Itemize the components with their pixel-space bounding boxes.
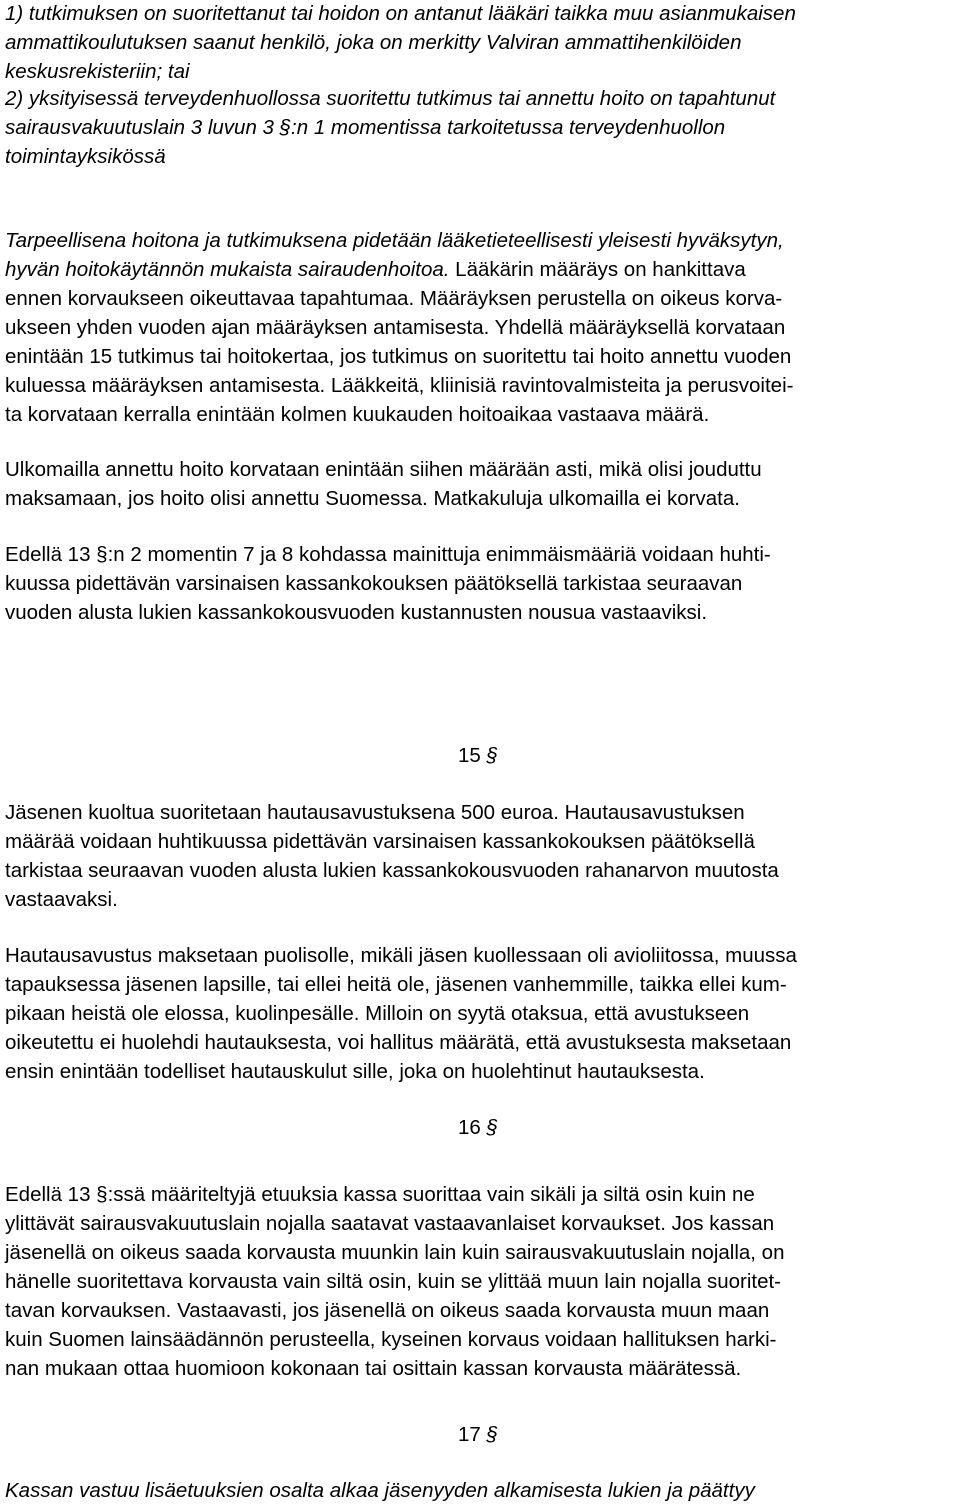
text-line: hänelle suoritettava korvausta vain siltä osin, kuin se ylittää muun lain nojalla suoritet-	[5, 1270, 781, 1293]
section-symbol: §	[486, 744, 498, 767]
section-symbol: §	[486, 1423, 498, 1446]
text-line: Edellä 13 §:n 2 momentin 7 ja 8 kohdassa mainittuja enimmäismääriä voidaan huhti-	[5, 543, 771, 566]
paragraph-benefit-limits	[5, 1180, 784, 1383]
text-line: määrää voidaan huhtikuussa pidettävän varsinaisen kassankokouksen päätöksellä	[5, 830, 755, 853]
text-line: kuluessa määräyksen antamisesta. Lääkkeitä, kliinisiä ravintovalmisteita ja perusvoitei-	[5, 374, 794, 397]
text-line: sairausvakuutuslain 3 luvun 3 §:n 1 momentissa tarkoitetussa terveydenhuollon	[5, 116, 726, 139]
section-heading-16	[5, 1113, 498, 1142]
text-line: tavan korvauksen. Vastaavasti, jos jäsenellä on oikeus saada korvausta muun maan	[5, 1299, 770, 1322]
paragraph-abroad	[5, 455, 762, 513]
paragraph-funeral-grant	[5, 798, 779, 914]
text-line: keskusrekisteriin; tai	[5, 60, 190, 83]
text-line: kuin Suomen lainsäädännön perusteella, kyseinen korvaus voidaan hallituksen harki-	[5, 1328, 777, 1351]
text-line: tarkistaa seuraavan vuoden alusta lukien kassankokousvuoden rahanarvon muutosta	[5, 859, 779, 882]
paragraph-liability	[5, 1476, 755, 1505]
section-number: 16	[458, 1116, 481, 1139]
text-line: Edellä 13 §:ssä määriteltyjä etuuksia kassa suorittaa vain sikäli ja siltä osin kuin ne	[5, 1183, 755, 1206]
paragraph-funeral-payee	[5, 941, 797, 1086]
text-line: vastaavaksi.	[5, 888, 118, 911]
section-heading-17	[5, 1420, 498, 1449]
text-line: jäsenellä on oikeus saada korvausta muunkin lain kuin sairausvakuutuslain nojalla, on	[5, 1241, 785, 1264]
text-line: vuoden alusta lukien kassankokousvuoden kustannusten nousua vastaaviksi.	[5, 601, 708, 624]
text-line: ukseen yhden vuoden ajan määräyksen antamisesta. Yhdellä määräyksellä korvataan	[5, 316, 786, 339]
section-number: 17	[458, 1423, 481, 1446]
text-line: nan mukaan ottaa huomioon kokonaan tai osittain kassan korvausta määrätessä.	[5, 1357, 742, 1380]
text-line: toimintayksikössä	[5, 145, 166, 168]
text-line: ylittävät sairausvakuutuslain nojalla saatavat vastaavanlaiset korvaukset. Jos kassan	[5, 1212, 775, 1235]
text-line: tapauksessa jäsenen lapsille, tai ellei heitä ole, jäsenen vanhemmille, taikka ellei kum-	[5, 973, 787, 996]
text-line: Tarpeellisena hoitona ja tutkimuksena pidetään lääketieteellisesti yleisesti hyväksytyn,	[5, 229, 784, 252]
text-line: Jäsenen kuoltua suoritetaan hautausavustuksena 500 euroa. Hautausavustuksen	[5, 801, 745, 824]
text-line: ammattikoulutuksen saanut henkilö, joka on merkitty Valviran ammattihenkilöiden	[5, 31, 742, 54]
section-heading-15	[5, 741, 498, 770]
text-line: ennen korvaukseen oikeuttavaa tapahtumaa. Määräyksen perustella on oikeus korva-	[5, 287, 783, 310]
text-line: Ulkomailla annettu hoito korvataan enintään siihen määrään asti, mikä olisi jouduttu	[5, 458, 762, 481]
paragraph-maximums	[5, 540, 771, 627]
list-item-1	[5, 0, 796, 86]
text-line: Kassan vastuu lisäetuuksien osalta alkaa jäsenyyden alkamisesta lukien ja päättyy	[5, 1479, 755, 1502]
list-item-2	[5, 84, 775, 171]
section-symbol: §	[486, 1116, 498, 1139]
text-fragment: Lääkärin määräys on hankittava	[449, 258, 746, 281]
text-line: Hautausavustus maksetaan puolisolle, mikäli jäsen kuollessaan oli avioliitossa, muussa	[5, 944, 797, 967]
text-line: hyvän hoitokäytännön mukaista sairaudenhoitoa.	[5, 258, 450, 281]
text-line: oikeutettu ei huolehdi hautauksesta, voi hallitus määrätä, että avustuksesta maksetaan	[5, 1031, 792, 1054]
text-line: ensin enintään todelliset hautauskulut sille, joka on huolehtinut hautauksesta.	[5, 1060, 705, 1083]
paragraph-care-definition	[5, 226, 793, 429]
section-number: 15	[458, 744, 481, 767]
text-line: ta korvataan kerralla enintään kolmen kuukauden hoitoaikaa vastaava määrä.	[5, 403, 710, 426]
text-line: pikaan heistä ole elossa, kuolinpesälle. Milloin on syytä otaksua, että avustukseen	[5, 1002, 750, 1025]
text-line: 1) tutkimuksen on suoritettanut tai hoidon on antanut lääkäri taikka muu asianmukaisen	[5, 2, 796, 25]
text-line: 2) yksityisessä terveydenhuollossa suoritettu tutkimus tai annettu hoito on tapahtunut	[5, 87, 776, 110]
text-line: enintään 15 tutkimus tai hoitokertaa, jos tutkimus on suoritettu tai hoito annettu vuoden	[5, 345, 792, 368]
text-line: kuussa pidettävän varsinaisen kassankokouksen päätöksellä tarkistaa seuraavan	[5, 572, 743, 595]
text-line: maksamaan, jos hoito olisi annettu Suomessa. Matkakuluja ulkomailla ei korvata.	[5, 487, 740, 510]
